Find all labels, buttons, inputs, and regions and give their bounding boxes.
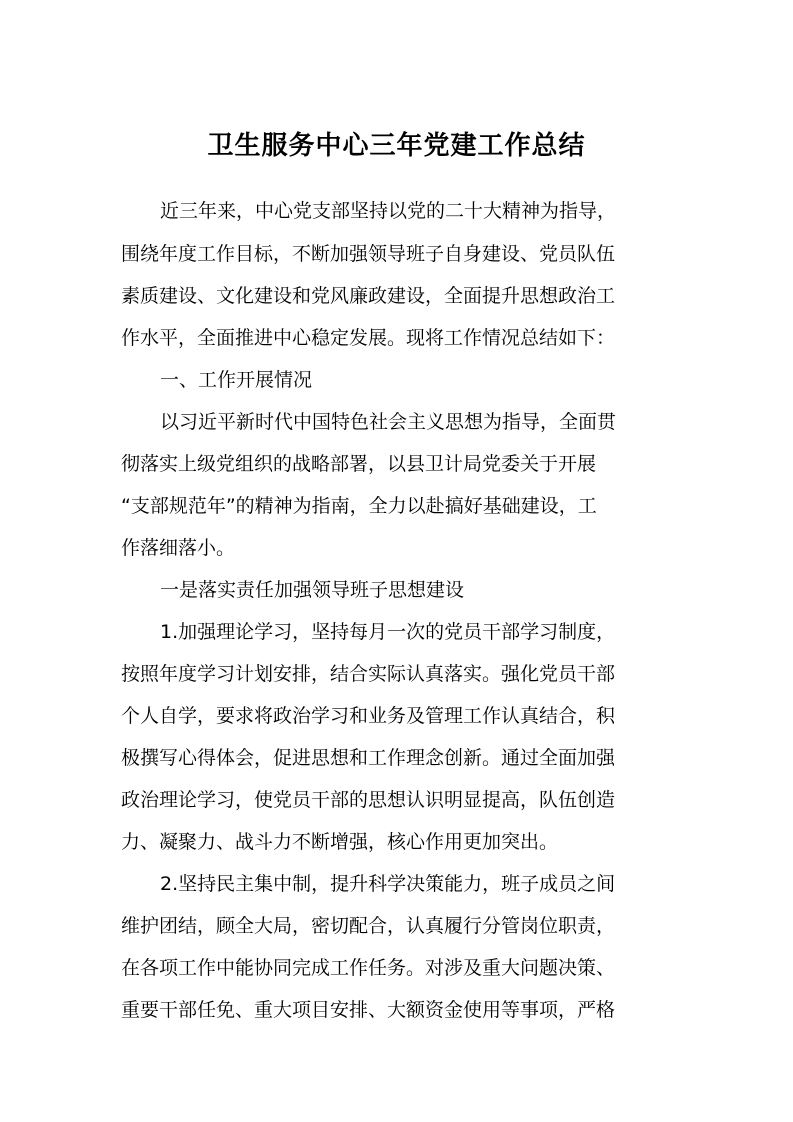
paragraph-line: 重要干部任免、重大项目安排、大额资金使用等事项，严格 [121,999,616,1021]
paragraph-line: 以习近平新时代中国特色社会主义思想为指导，全面贯 [160,411,617,433]
document-title: 卫生服务中心三年党建工作总结 [207,131,586,161]
paragraph-line: 围绕年度工作目标，不断加强领导班子自身建设、党员队伍 [121,243,616,265]
paragraph-line: “支部规范年”的精神为指南，全力以赴搞好基础建设，工 [121,495,597,517]
paragraph-line: 个人自学，要求将政治学习和业务及管理工作认真结合，积 [121,705,616,727]
paragraph-line: 作落细落小。 [121,537,236,559]
paragraph-line: 维护团结，顾全大局，密切配合，认真履行分管岗位职责， [121,915,616,937]
paragraph-line: 2.坚持民主集中制，提升科学决策能力，班子成员之间 [160,873,616,895]
paragraph-line: 1.加强理论学习，坚持每月一次的党员干部学习制度， [160,621,616,643]
paragraph-line: 政治理论学习，使党员干部的思想认识明显提高，队伍创造 [121,789,616,811]
paragraph-line: 素质建设、文化建设和党风廉政建设，全面提升思想政治工 [121,285,616,307]
paragraph-line: 在各项工作中能协同完成工作任务。对涉及重大问题决策、 [121,957,616,979]
paragraph-line: 作水平，全面推进中心稳定发展。现将工作情况总结如下： [121,327,616,349]
section-heading: 一、工作开展情况 [160,369,313,391]
paragraph-line: 按照年度学习计划安排，结合实际认真落实。强化党员干部 [121,663,616,685]
subsection-heading: 一是落实责任加强领导班子思想建设 [160,579,465,601]
paragraph-line: 力、凝聚力、战斗力不断增强，核心作用更加突出。 [121,831,559,853]
paragraph-line: 近三年来，中心党支部坚持以党的二十大精神为指导， [160,200,617,222]
paragraph-line: 彻落实上级党组织的战略部署，以县卫计局党委关于开展 [121,453,597,475]
paragraph-line: 极撰写心得体会，促进思想和工作理念创新。通过全面加强 [121,747,616,769]
